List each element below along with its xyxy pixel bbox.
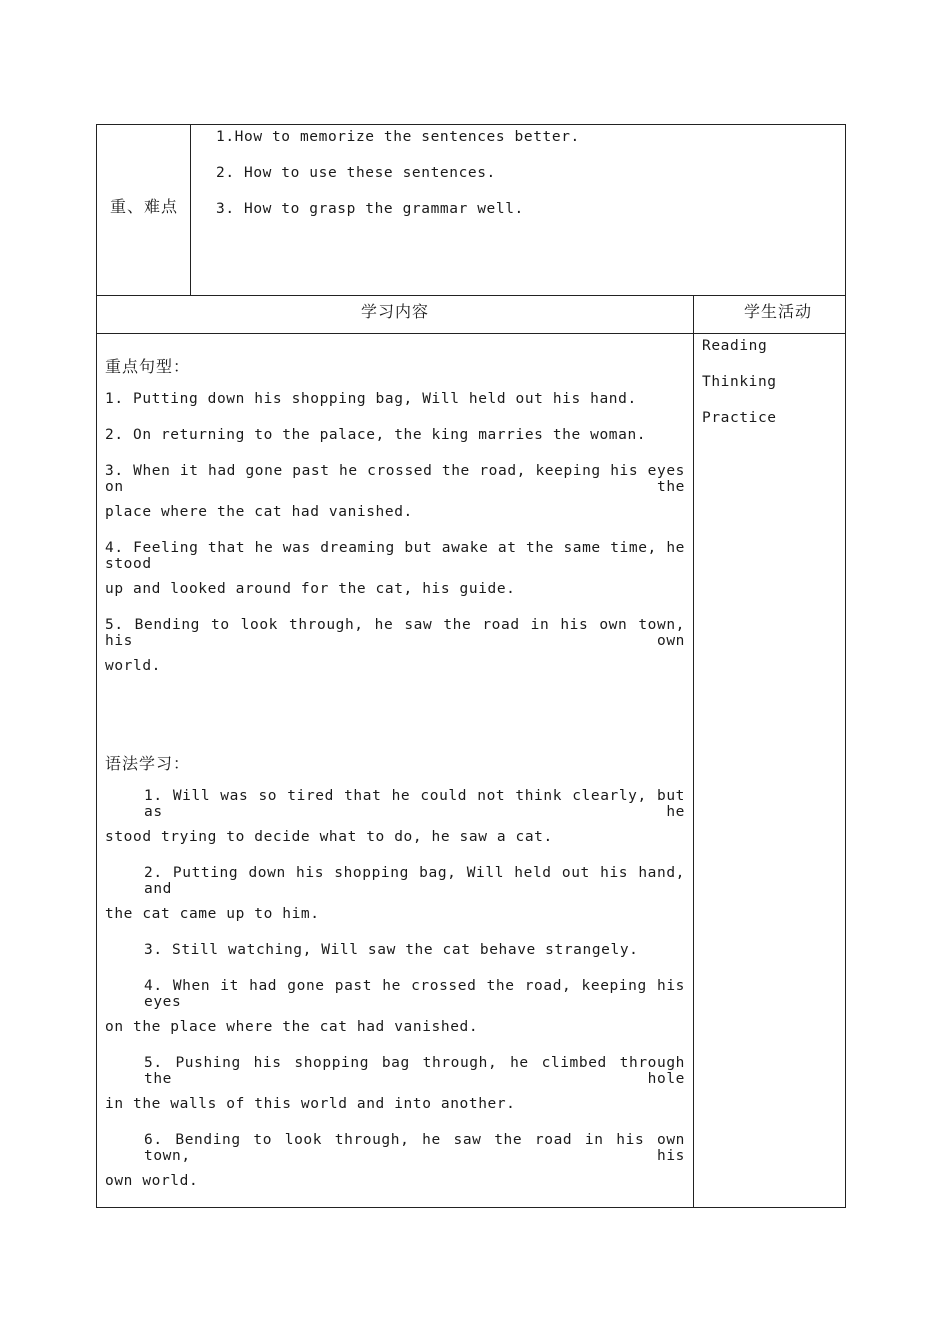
key-difficulties-label: 重、难点 bbox=[110, 197, 179, 216]
key-sentence-line: world. bbox=[105, 658, 161, 674]
key-sentence-line: 5. Bending to look through, he saw the road in his own town, his own bbox=[105, 617, 685, 649]
difficulty-item-2: 2. How to use these sentences. bbox=[216, 165, 496, 181]
content-column-header: 学习内容 bbox=[361, 302, 430, 321]
activity-column-header: 学生活动 bbox=[744, 302, 813, 321]
key-sentences-heading: 重点句型： bbox=[105, 357, 191, 376]
key-sentence-line: 4. Feeling that he was dreaming but awake at the same time, he stood bbox=[105, 540, 685, 572]
activity-column-divider bbox=[693, 295, 694, 1208]
header-row-divider bbox=[96, 295, 846, 296]
key-sentence-line: 3. When it had gone past he crossed the road, keeping his eyes on the bbox=[105, 463, 685, 495]
grammar-line: 1. Will was so tired that he could not think clearly, but as he bbox=[144, 788, 685, 820]
activity-reading: Reading bbox=[702, 338, 768, 354]
activity-thinking: Thinking bbox=[702, 374, 777, 390]
grammar-line: 5. Pushing his shopping bag through, he climbed through the hole bbox=[144, 1055, 685, 1087]
difficulty-item-1: 1.How to memorize the sentences better. bbox=[216, 129, 580, 145]
grammar-heading: 语法学习： bbox=[105, 754, 191, 773]
lesson-table bbox=[96, 124, 846, 1208]
grammar-line: 6. Bending to look through, he saw the road in his own town, his bbox=[144, 1132, 685, 1164]
grammar-line: in the walls of this world and into another. bbox=[105, 1096, 516, 1112]
activity-practice: Practice bbox=[702, 410, 777, 426]
grammar-line: on the place where the cat had vanished. bbox=[105, 1019, 479, 1035]
grammar-line: own world. bbox=[105, 1173, 199, 1189]
key-sentence-line: place where the cat had vanished. bbox=[105, 504, 413, 520]
grammar-line: 3. Still watching, Will saw the cat behave strangely. bbox=[144, 942, 639, 958]
label-column-divider bbox=[190, 124, 191, 295]
grammar-line: stood trying to decide what to do, he saw a cat. bbox=[105, 829, 553, 845]
column-header-divider bbox=[96, 333, 846, 334]
grammar-line: 2. Putting down his shopping bag, Will held out his hand, and bbox=[144, 865, 685, 897]
key-sentence-line: 1. Putting down his shopping bag, Will held out his hand. bbox=[105, 391, 637, 407]
key-sentence-line: up and looked around for the cat, his guide. bbox=[105, 581, 516, 597]
difficulty-item-3: 3. How to grasp the grammar well. bbox=[216, 201, 524, 217]
grammar-line: 4. When it had gone past he crossed the road, keeping his eyes bbox=[144, 978, 685, 1010]
key-sentence-line: 2. On returning to the palace, the king marries the woman. bbox=[105, 427, 647, 443]
grammar-line: the cat came up to him. bbox=[105, 906, 320, 922]
